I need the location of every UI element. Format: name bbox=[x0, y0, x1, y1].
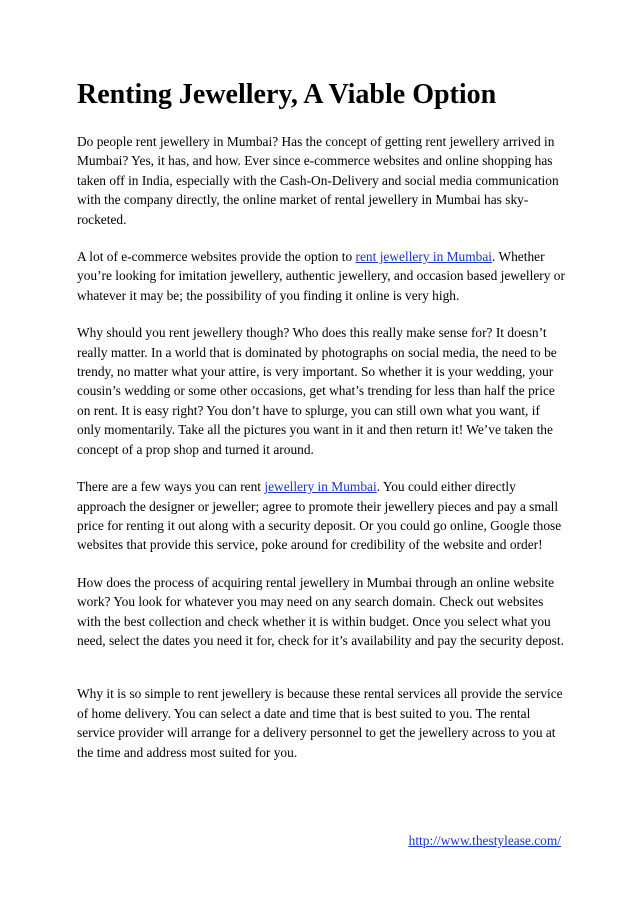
rent-jewellery-in-mumbai-link[interactable]: rent jewellery in Mumbai bbox=[355, 249, 493, 265]
jewellery-in-mumbai-link[interactable]: jewellery in Mumbai bbox=[264, 479, 377, 495]
paragraph-ways-text-start: There are a few ways you can rent bbox=[77, 479, 265, 495]
paragraph-home-delivery: Why it is so simple to rent jewellery is because these rental services all provide the service of home delivery. You can select a date and time that is best suited to you. The rental service provider will arrange for a delivery personnel to get the jewellery across to you at the time and address most suited for you. bbox=[77, 686, 563, 760]
paragraph-ways-to-rent bbox=[77, 477, 567, 555]
document-title: Renting Jewellery, A Viable Option bbox=[77, 79, 497, 110]
paragraph-intro: Do people rent jewellery in Mumbai? Has the concept of getting rent jewellery arrived in Mumbai? Yes, it has, and how. Ever since e-commerce websites and online shopping has taken off in India, especially with the Cash-On-Delivery and social media communication with the company directly, the online market of rental jewellery in Mumbai has sky-rocketed. bbox=[77, 134, 559, 227]
paragraph-ecommerce-text-end: . Whether you’re looking for imitation jewellery, authentic jewellery, and occasion based jewellery or whatever it may be; the possibility of you finding it online is very high. bbox=[77, 249, 565, 303]
paragraph-ecommerce-text-start: A lot of e-commerce websites provide the option to bbox=[77, 249, 356, 265]
paragraph-process: How does the process of acquiring rental jewellery in Mumbai through an online website work? You look for whatever you may need on any search domain. Check out websites with the best collection and check whether it is within budget. Once you select what you need, select the dates you need it for, check for it’s availability and pay the security depost. bbox=[77, 574, 564, 648]
document-page bbox=[77, 78, 567, 780]
paragraph-ecommerce bbox=[77, 247, 567, 305]
paragraph-ways-text-end: . You could either directly approach the designer or jeweller; agree to promote their jewellery pieces and pay a small price for renting it out along with a security deposit. Or you could go online, Google those websites that provide this service, poke around for credibility of the website and order! bbox=[77, 479, 562, 553]
paragraph-why-rent: Why should you rent jewellery though? Who does this really make sense for? It doesn’t really matter. In a world that is dominated by photographs on social media, the need to be trendy, no matter what your attire, is very important. So whether it is your wedding, your cousin’s wedding or some other occasions, get what’s trending for less than half the price on rent. It is easy right? You don’t have to splurge, you can still own what you want, if only momentarily. Take all the pictures you want in it and then return it! We’ve taken the concept of a prop shop and turned it around. bbox=[77, 325, 557, 457]
footer-website-link[interactable]: http://www.thestylease.com/ bbox=[408, 833, 561, 848]
